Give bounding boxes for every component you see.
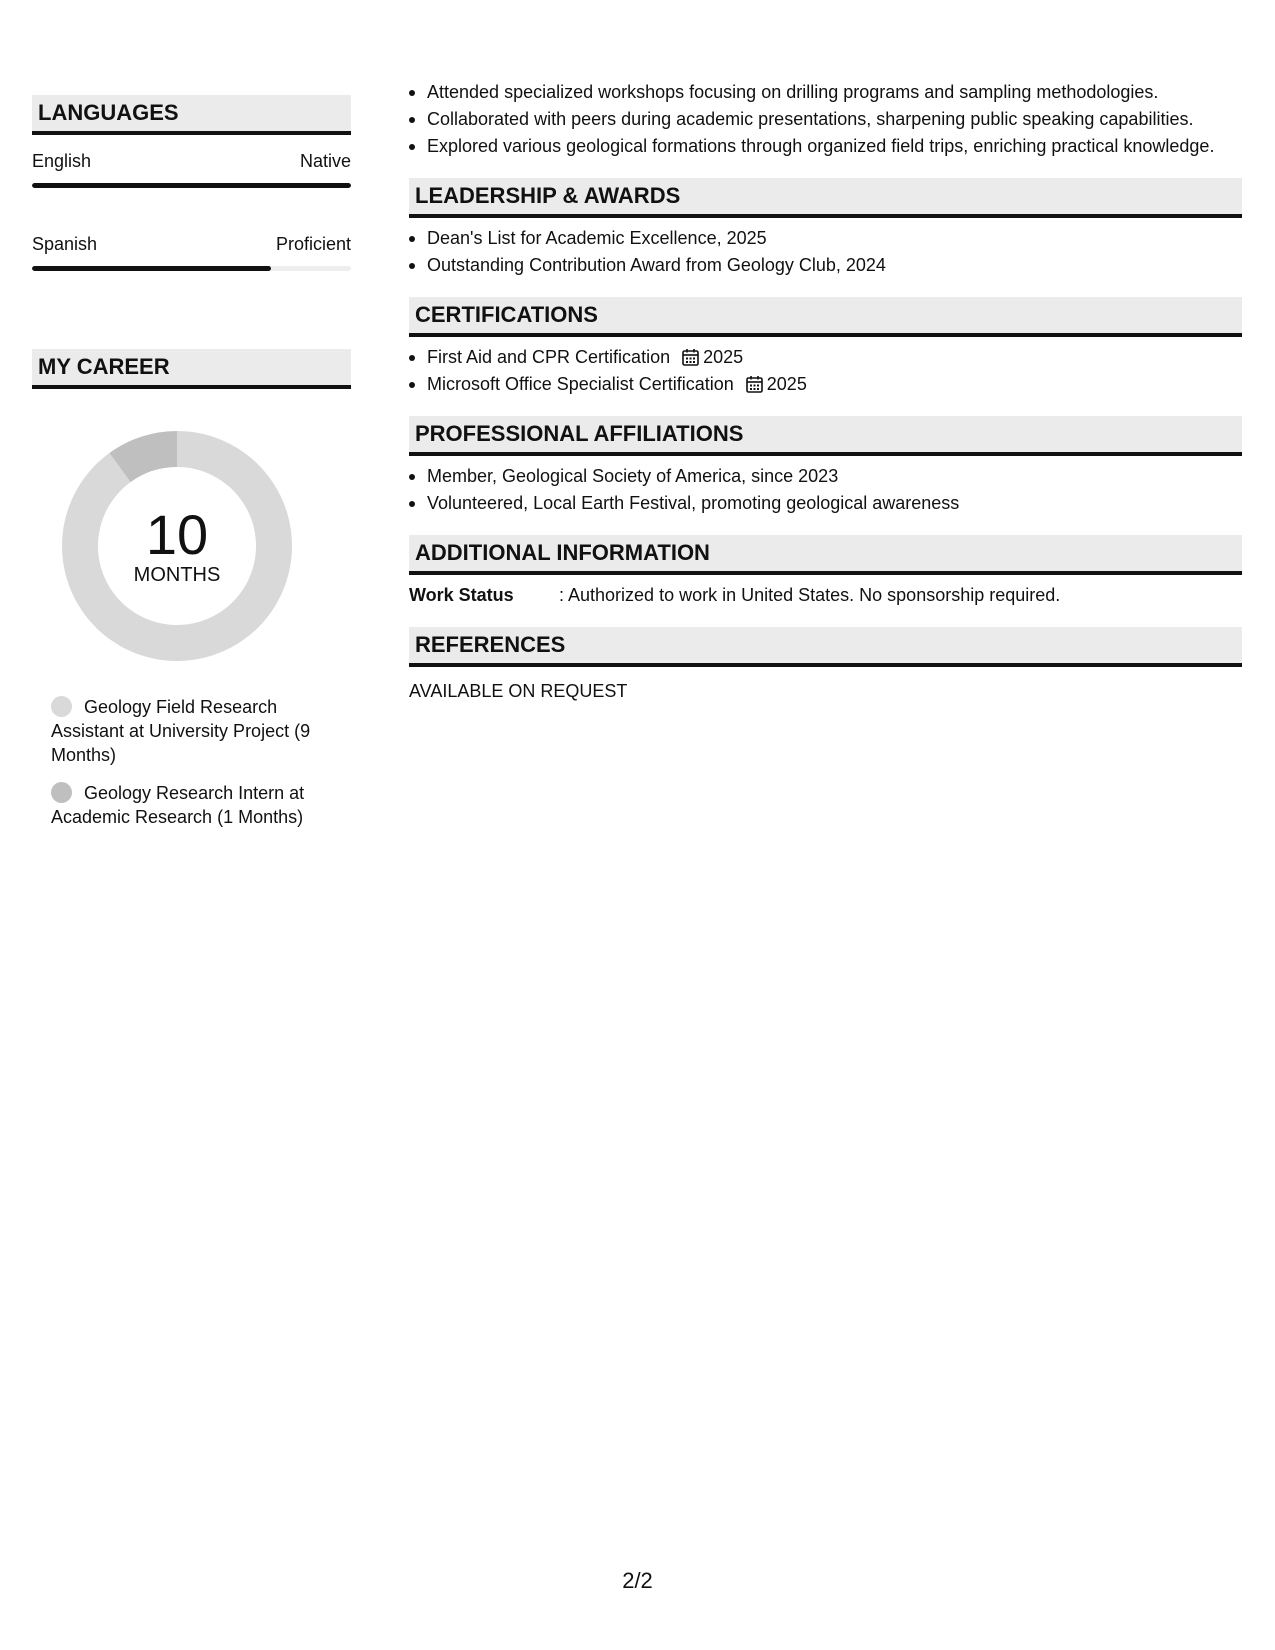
language-level: Proficient <box>275 234 351 254</box>
certification-year: 2025 <box>703 347 744 367</box>
certification-year: 2025 <box>766 374 807 394</box>
career-legend <box>32 695 351 829</box>
leadership-section <box>409 178 1242 277</box>
list-item: Member, Geological Society of America, since 2023 <box>409 464 1242 488</box>
career-donut-chart <box>62 431 292 661</box>
list-item: Outstanding Contribution Award from Geology Club, 2024 <box>409 253 1242 277</box>
list-item <box>409 372 1242 396</box>
list-item <box>409 345 1242 369</box>
references-text: AVAILABLE ON REQUEST <box>409 681 628 701</box>
right-column <box>409 80 1242 703</box>
affiliations-section <box>409 416 1242 515</box>
calendar-icon <box>746 375 763 393</box>
legend-label: Geology Field Research Assistant at University Project (9 Months) <box>51 697 311 765</box>
page-number: 2/2 <box>622 1568 653 1593</box>
certifications-heading: CERTIFICATIONS <box>409 297 1242 337</box>
list-item: Explored various geological formations through organized field trips, enriching practical knowledge. <box>409 134 1242 158</box>
language-bar-track <box>32 266 351 271</box>
additional-info-heading: ADDITIONAL INFORMATION <box>409 535 1242 575</box>
list-item: Attended specialized workshops focusing on drilling programs and sampling methodologies. <box>409 80 1242 104</box>
career-heading: MY CAREER <box>32 349 351 389</box>
work-status-value: : Authorized to work in United States. No sponsorship required. <box>559 585 1061 605</box>
career-total-months: 10 <box>145 503 209 566</box>
language-name: English <box>32 151 92 171</box>
certification-name: Microsoft Office Specialist Certification <box>427 374 734 394</box>
leadership-heading: LEADERSHIP & AWARDS <box>409 178 1242 218</box>
legend-item <box>51 695 351 767</box>
references-heading: REFERENCES <box>409 627 1242 667</box>
legend-item <box>51 781 351 829</box>
list-item: Dean's List for Academic Excellence, 2025 <box>409 226 1242 250</box>
certifications-section <box>409 297 1242 396</box>
work-status-label: Work Status <box>409 585 514 605</box>
legend-dot <box>51 782 72 803</box>
calendar-icon <box>682 348 699 366</box>
language-level: Native <box>299 151 351 171</box>
list-item: Collaborated with peers during academic presentations, sharpening public speaking capabilities. <box>409 107 1242 131</box>
list-item: Volunteered, Local Earth Festival, promoting geological awareness <box>409 491 1242 515</box>
additional-info-section <box>409 535 1242 607</box>
career-unit: MONTHS <box>133 564 221 586</box>
left-column <box>32 95 351 843</box>
language-bar-fill <box>32 266 271 271</box>
affiliations-heading: PROFESSIONAL AFFILIATIONS <box>409 416 1242 456</box>
experience-bullets <box>409 80 1242 158</box>
language-name: Spanish <box>32 234 98 254</box>
languages-heading: LANGUAGES <box>32 95 351 135</box>
language-english <box>32 149 351 188</box>
legend-label: Geology Research Intern at Academic Research (1 Months) <box>51 783 305 827</box>
legend-dot <box>51 696 72 717</box>
work-status-row <box>409 583 1242 607</box>
references-section <box>409 627 1242 703</box>
language-spanish <box>32 232 351 271</box>
certification-name: First Aid and CPR Certification <box>427 347 671 367</box>
